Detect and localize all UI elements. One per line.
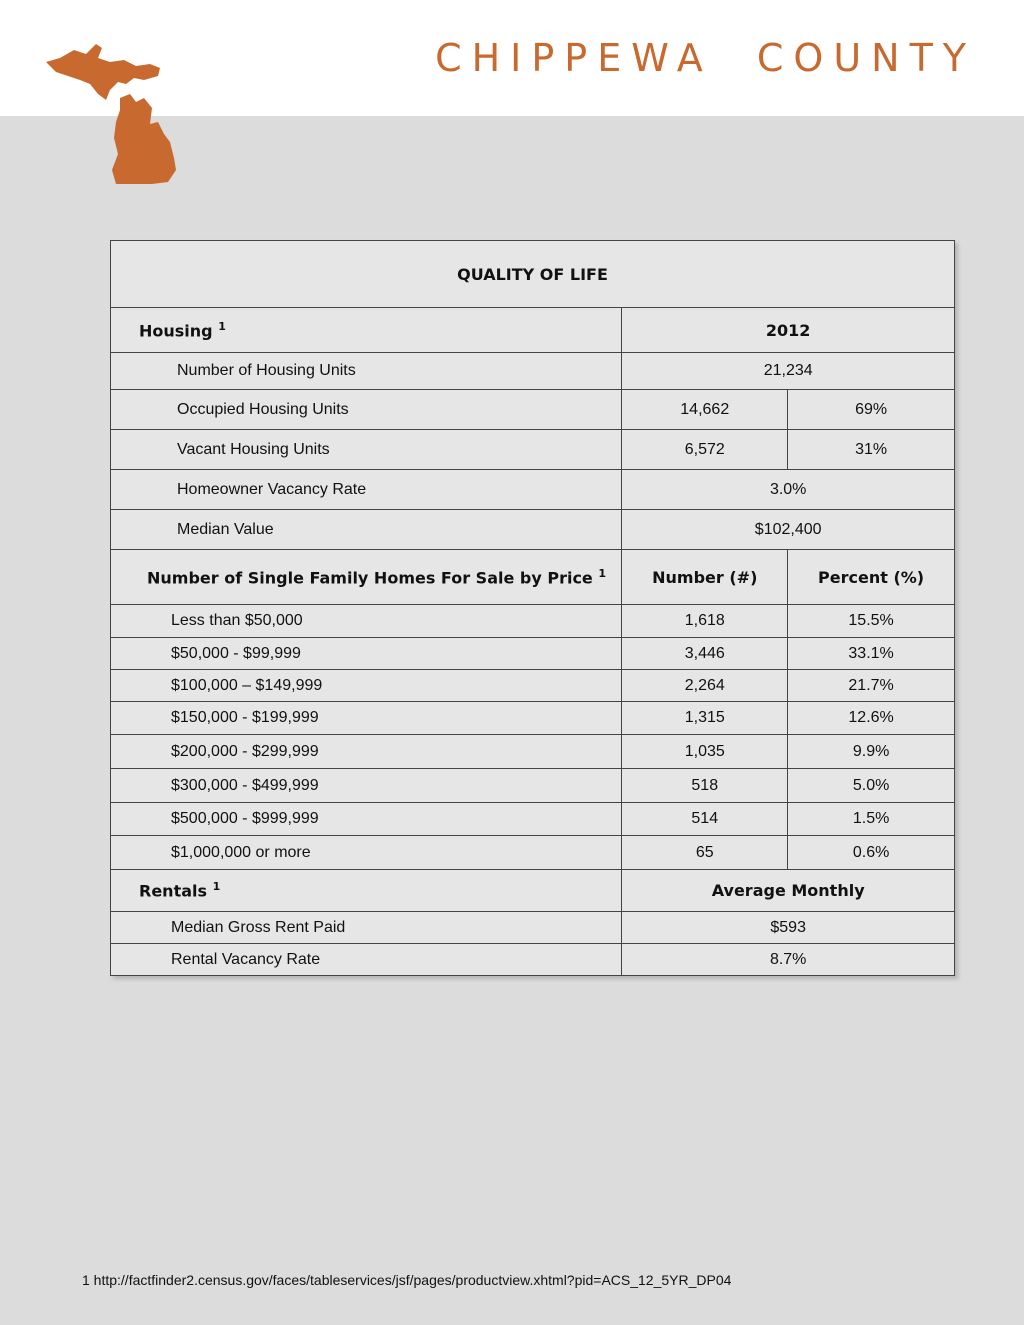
table-row: Median Value $102,400 — [111, 510, 955, 550]
sales-header-row — [111, 550, 955, 605]
housing-header-row — [111, 308, 955, 353]
table-row: $300,000 - $499,999 518 5.0% — [111, 769, 955, 803]
quality-of-life-table — [110, 240, 955, 976]
table-row: Homeowner Vacancy Rate 3.0% — [111, 470, 955, 510]
table-title: QUALITY OF LIFE — [111, 241, 955, 308]
table-row: Vacant Housing Units 6,572 31% — [111, 430, 955, 470]
table-row: Occupied Housing Units 14,662 69% — [111, 390, 955, 430]
table-row: $50,000 - $99,999 3,446 33.1% — [111, 638, 955, 670]
rentals-header-row — [111, 870, 955, 912]
table-row: $100,000 – $149,999 2,264 21.7% — [111, 670, 955, 702]
average-monthly-heading: Average Monthly — [622, 870, 955, 912]
table-row: Rental Vacancy Rate 8.7% — [111, 944, 955, 976]
percent-column-heading: Percent (%) — [788, 550, 955, 605]
year-heading: 2012 — [622, 308, 955, 353]
table-row: $150,000 - $199,999 1,315 12.6% — [111, 702, 955, 735]
county-name: CHIPPEWA COUNTY — [435, 36, 976, 80]
table-row: $1,000,000 or more 65 0.6% — [111, 836, 955, 870]
number-column-heading: Number (#) — [622, 550, 788, 605]
rentals-heading: Rentals $^1$ — [111, 870, 622, 912]
source-footnote: 1 http://factfinder2.census.gov/faces/tableservices/jsf/pages/productview.xhtml?pid=ACS_12_5YR_DP04 — [82, 1272, 732, 1288]
housing-heading: Housing $^1$ — [111, 308, 622, 353]
page-header — [0, 0, 1024, 116]
michigan-map-icon — [40, 38, 196, 188]
table-row: $200,000 - $299,999 1,035 9.9% — [111, 735, 955, 769]
title-row — [111, 241, 955, 308]
table-row: Less than $50,000 1,618 15.5% — [111, 605, 955, 638]
sales-heading: Number of Single Family Homes For Sale by Price $^1$ — [111, 550, 622, 605]
table-row: Number of Housing Units 21,234 — [111, 353, 955, 390]
table-row: Median Gross Rent Paid $593 — [111, 912, 955, 944]
table-row: $500,000 - $999,999 514 1.5% — [111, 803, 955, 836]
